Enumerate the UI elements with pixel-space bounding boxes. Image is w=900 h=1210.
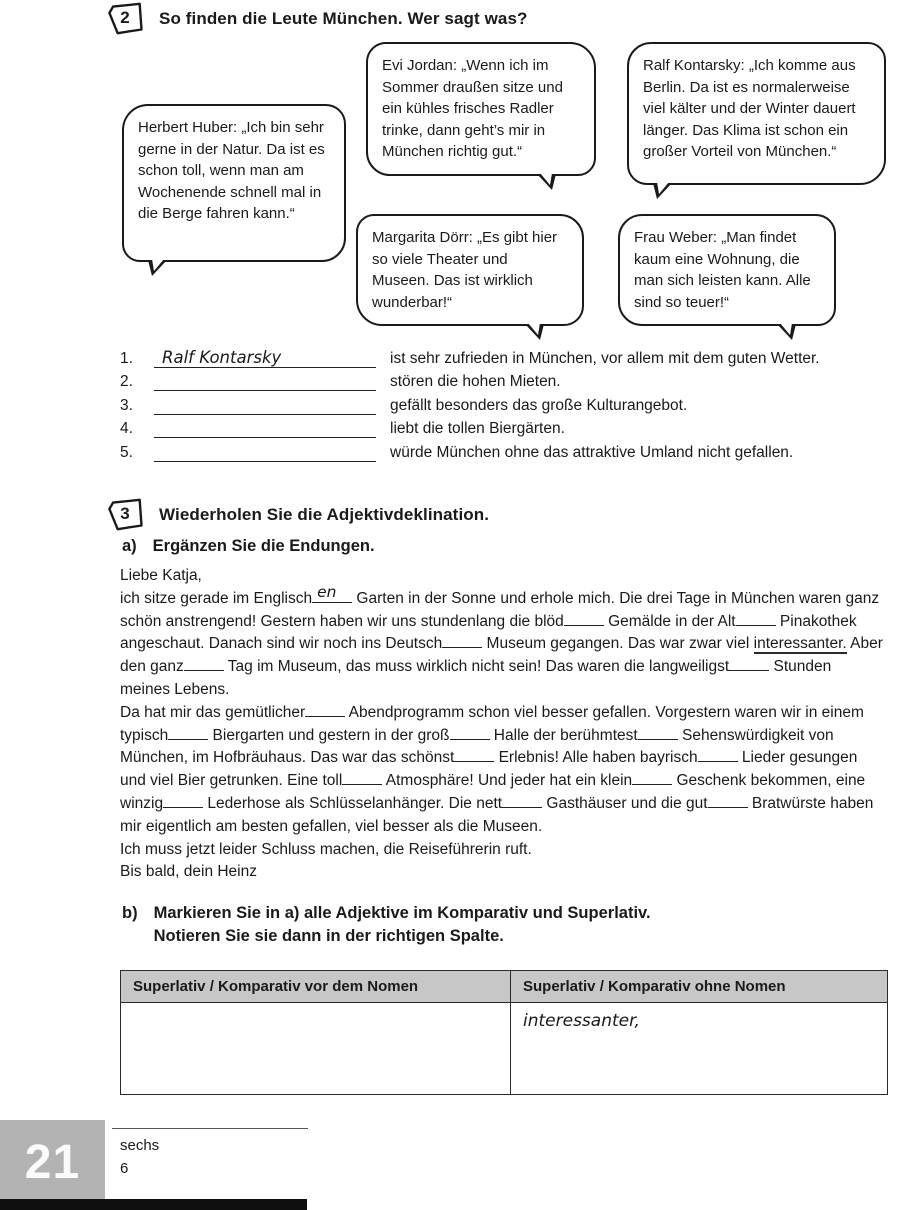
- handwritten-entry: interessanter,: [523, 1011, 640, 1031]
- fill-in-blank: [168, 726, 208, 740]
- fill-in-blank: [708, 794, 748, 808]
- answer-row-5: [120, 438, 895, 462]
- letter-text-segment: Biergarten und gestern in der groß: [208, 726, 450, 744]
- letter-text-segment: Garten in der Sonne und erhole mich. Die drei Tage in München waren ganz schön anstrengend! Gestern haben wir uns stundenlang die blöd: [120, 589, 880, 630]
- answer-blank-line: [154, 372, 376, 391]
- exercise2-title: So finden die Leute München. Wer sagt was?: [159, 8, 528, 28]
- answer-blank-line: [154, 349, 376, 368]
- part-a-heading: [122, 537, 375, 556]
- fill-in-blank: [698, 748, 738, 762]
- row-number: 3.: [120, 396, 133, 414]
- page-number-block: [0, 1120, 105, 1205]
- answer-blank-line: [154, 396, 376, 415]
- footer-divider: [112, 1128, 308, 1129]
- letter-text-segment: Halle der berühmtest: [489, 726, 638, 744]
- letter-text-segment: Ich muss jetzt leider Schluss machen, die Reiseführerin ruft.: [120, 840, 532, 858]
- bubble-text: Ralf Kontarsky: „Ich komme aus Berlin. Da ist es normalerweise viel kälter und der Winter dauert länger. Das Klima ist schon ein großer Vorteil von München.“: [643, 57, 856, 161]
- footer-page-word: sechs: [120, 1137, 160, 1154]
- footer-page-digit: 6: [120, 1160, 129, 1177]
- part-a-label: a): [122, 537, 137, 555]
- answer-blank-line: [154, 443, 376, 462]
- row-number: 2.: [120, 373, 133, 390]
- letter-text-segment: Bis bald, dein Heinz: [120, 863, 257, 881]
- letter-text-segment: Aber den ganz: [120, 635, 883, 676]
- letter-text-segment: Abendprogramm schon viel besser gefallen. Vorgestern waren wir in einem typisch: [120, 703, 864, 744]
- bubble-text: Frau Weber: „Man findet kaum eine Wohnung, die man sich leisten kann. Alle sind so teuer!“: [634, 229, 811, 311]
- part-b-title: [154, 902, 651, 949]
- fill-in-blank: [638, 726, 678, 740]
- bubble-text: Evi Jordan: „Wenn ich im Sommer draußen sitze und ein kühles frisches Radler trinke, dann geht’s mir in München richtig gut.“: [382, 57, 563, 161]
- bubble-text: Margarita Dörr: „Es gibt hier so viele Theater und Museen. Das ist wirklich wunderbar!“: [372, 229, 558, 311]
- part-b-line1: Markieren Sie in a) alle Adjektive im Komparativ und Superlativ.: [153, 904, 651, 922]
- letter-text-segment: Geschenk bekommen, eine winzig: [120, 772, 866, 812]
- letter-text-segment: Sehenswürdigkeit von München, im Hofbräuhaus. Das war das schönst: [120, 726, 834, 767]
- letter-text-segment: Da hat mir das gemütlicher: [120, 703, 306, 721]
- letter-text-segment: Pinakothek angeschaut. Danach sind wir noch ins Deutsch: [120, 612, 857, 653]
- exercise2-number: 2: [120, 7, 130, 27]
- answer-blank-line: [154, 419, 376, 438]
- page-number-large: 21: [24, 1136, 81, 1189]
- fill-in-blank: [564, 612, 604, 626]
- table-cell-right: [511, 1003, 888, 1095]
- fill-in-blank: [312, 583, 352, 603]
- letter-text-segment: Museum gegangen. Das war zwar viel: [482, 635, 754, 653]
- answer-list: [120, 344, 895, 462]
- table-body-row: [121, 1003, 888, 1095]
- exercise3-header: [106, 498, 489, 531]
- letter-text: [120, 565, 884, 884]
- fill-in-blank: [442, 634, 482, 648]
- fill-in-blank: [305, 703, 345, 717]
- table-header-row: [121, 971, 888, 1003]
- answer-row-3: [120, 391, 895, 415]
- row-statement: gefällt besonders das große Kulturangebot.: [390, 396, 688, 414]
- speech-bubble-ralf-kontarsky: [627, 42, 886, 185]
- speech-bubble-evi-jordan: [366, 42, 596, 176]
- handwritten-answer: en: [317, 583, 337, 601]
- fill-in-blank: [184, 657, 224, 671]
- part-b-heading: [122, 902, 651, 949]
- row-number: 4.: [120, 420, 133, 437]
- part-b-line2: Notieren Sie sie dann in der richtigen Spalte.: [153, 927, 504, 946]
- fill-in-blank: [163, 794, 203, 808]
- exercise2-badge: [106, 2, 144, 35]
- fill-in-blank: [502, 794, 542, 808]
- letter-text-segment: Gasthäuser und die gut: [542, 794, 708, 812]
- row-statement: stören die hohen Mieten.: [390, 373, 561, 390]
- letter-text-segment: ich sitze gerade im Englisch: [120, 589, 313, 607]
- exercise3-number: 3: [120, 503, 130, 523]
- letter-text-segment: Lederhose als Schlüsselanhänger. Die nett: [203, 794, 503, 812]
- footer-black-bar: [0, 1199, 307, 1210]
- letter-text-segment: Tag im Museum, das muss wirklich nicht sein! Das waren die langweiligst: [223, 658, 730, 676]
- part-b-label: b): [122, 904, 138, 922]
- comparison-table: [120, 970, 888, 1095]
- fill-in-blank: [736, 612, 776, 626]
- fill-in-blank: [632, 771, 672, 785]
- row-statement: würde München ohne das attraktive Umland nicht gefallen.: [390, 443, 794, 461]
- table-cell-left: [121, 1003, 511, 1095]
- row-number: 1.: [120, 349, 133, 367]
- answer-row-2: [120, 368, 895, 392]
- exercise2-header: [106, 2, 528, 35]
- table-header-left: Superlativ / Komparativ vor dem Nomen: [121, 971, 511, 1003]
- table-header-right: Superlativ / Komparativ ohne Nomen: [511, 971, 888, 1003]
- letter-text-segment: Atmosphäre! Und jeder hat ein klein: [382, 772, 633, 790]
- fill-in-blank: [729, 657, 769, 671]
- speech-bubble-margarita-doerr: [356, 214, 584, 326]
- bubble-text: Herbert Huber: „Ich bin sehr gerne in der Natur. Da ist es schon toll, wenn man am Wochenende schnell mal in die Berge fahren kann.“: [138, 119, 325, 223]
- exercise3-badge: [106, 498, 144, 531]
- speech-bubble-herbert-huber: [122, 104, 346, 262]
- letter-text-segment: Stunden meines Lebens.: [120, 658, 832, 698]
- underlined-word: interessanter.: [753, 635, 847, 653]
- letter-text-segment: Liebe Katja,: [120, 567, 202, 584]
- fill-in-blank: [454, 748, 494, 762]
- handwritten-answer: Ralf Kontarsky: [162, 347, 282, 367]
- part-a-title: Ergänzen Sie die Endungen.: [152, 537, 375, 555]
- row-statement: ist sehr zufrieden in München, vor allem mit dem guten Wetter.: [390, 349, 820, 367]
- letter-text-segment: Gemälde in der Alt: [603, 612, 736, 630]
- fill-in-blank: [450, 726, 490, 740]
- fill-in-blank: [342, 771, 382, 785]
- letter-text-segment: Erlebnis! Alle haben bayrisch: [494, 749, 698, 767]
- row-statement: liebt die tollen Biergärten.: [390, 420, 565, 437]
- letter-text-segment: Lieder gesungen und viel Bier getrunken. Eine toll: [120, 749, 858, 790]
- speech-bubble-frau-weber: [618, 214, 836, 326]
- letter-text-segment: Bratwürste haben mir eigentlich am besten gefallen, viel besser als die Museen.: [120, 794, 874, 835]
- answer-row-4: [120, 415, 895, 439]
- answer-row-1: [120, 344, 895, 368]
- exercise3-title: Wiederholen Sie die Adjektivdeklination.: [159, 504, 490, 524]
- row-number: 5.: [120, 443, 133, 461]
